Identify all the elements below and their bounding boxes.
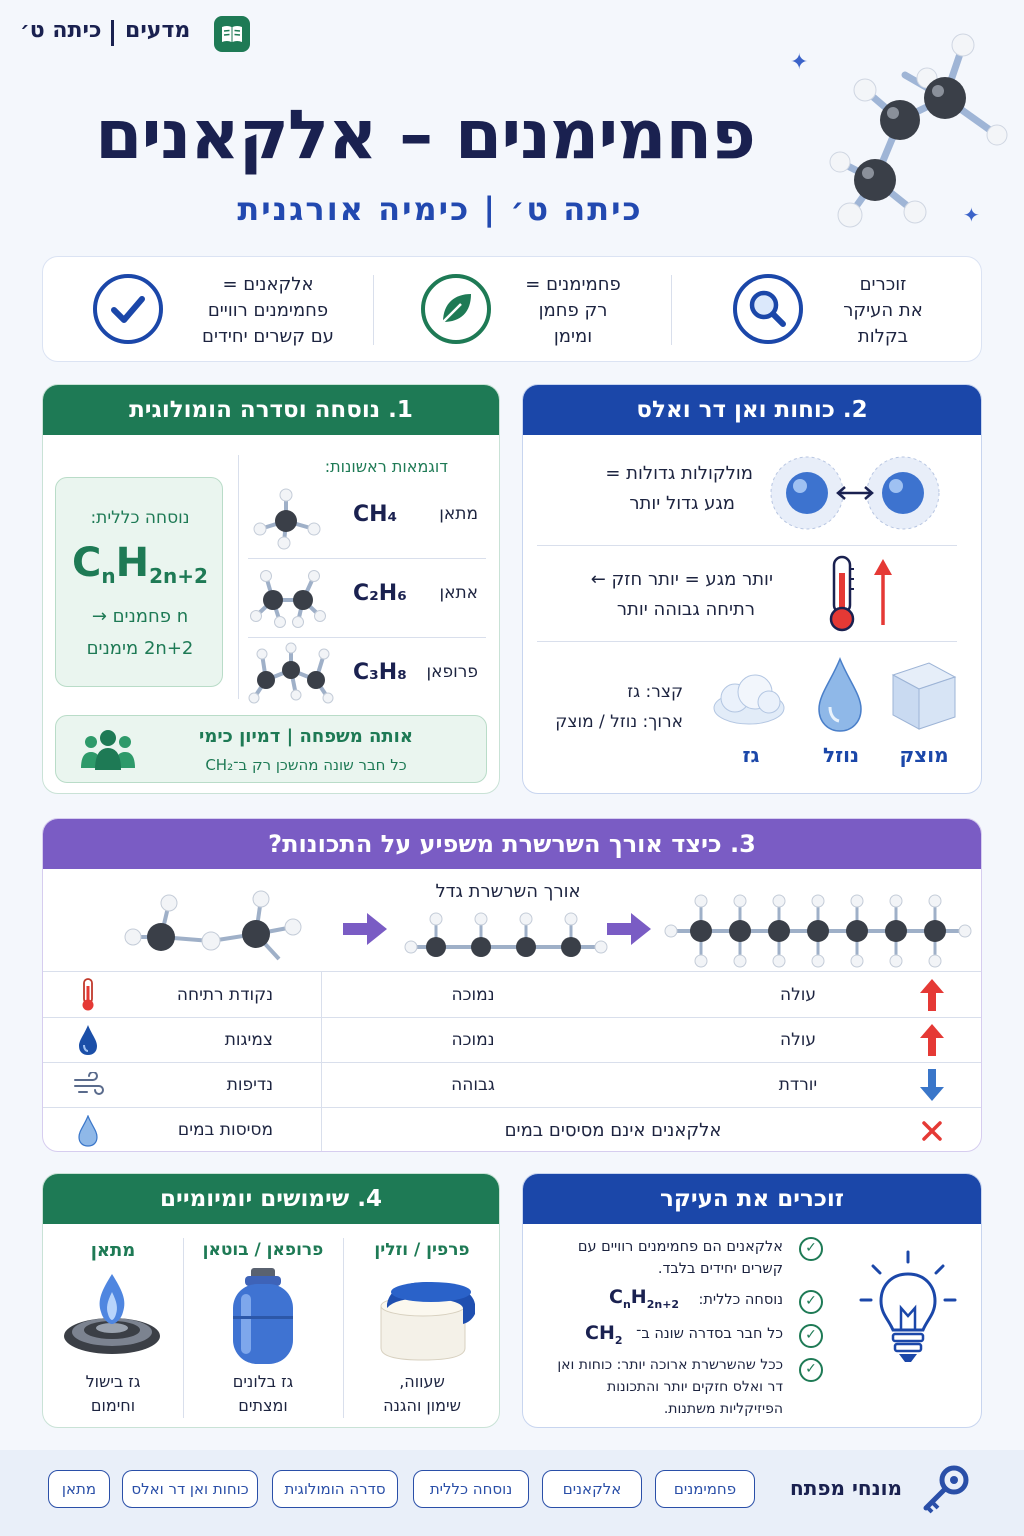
property-name: נדיפות <box>226 1075 273 1095</box>
short-chain-value: נמוכה <box>451 1030 495 1050</box>
keyword-chip[interactable]: פחמימנים <box>655 1470 755 1508</box>
sparkle-icon: ✦ <box>963 203 980 227</box>
gas-burner-icon <box>57 1266 167 1366</box>
vdw-line: רתיחה גבוהה יותר <box>616 599 755 620</box>
wax-jar-icon <box>371 1274 481 1364</box>
ethane-model-icon <box>248 564 328 630</box>
intro-line: פחמימנים = <box>525 274 621 295</box>
section-title: 1. נוסחה וסדרה הומולוגית <box>43 385 499 435</box>
keyword-chip[interactable]: נוסחה כללית <box>413 1470 529 1508</box>
check-circle-icon: ✓ <box>799 1237 823 1261</box>
use-desc <box>183 1370 343 1418</box>
vdw-line: יותר מגע = יותר חזק ← <box>590 569 773 590</box>
summary-point: ככל שהשרשרת ארוכה יותר: כוחות ואן דר ואלס חזקים יותר והתכונות הפיזיקליות משתנות. <box>557 1357 783 1417</box>
example-row <box>248 638 488 708</box>
divider <box>537 545 957 546</box>
intro-line: עם קשרים יחידים <box>202 326 334 347</box>
state-label-gas: גז <box>742 743 760 767</box>
use-desc-line: ומצתים <box>238 1396 288 1415</box>
keyword-chip[interactable]: כוחות ואן דר ואלס <box>122 1470 258 1508</box>
leaf-icon <box>421 274 491 344</box>
wind-icon <box>73 1072 105 1098</box>
merged-value: אלקאנים אינם מסיסים במים <box>504 1120 722 1141</box>
thermometer-rising-icon <box>823 553 903 635</box>
chain-length-label: אורך השרשרת גדל <box>435 881 581 902</box>
arrow-right-icon <box>341 911 389 947</box>
page-title: פחמימנים – אלקאנים <box>95 96 755 175</box>
arrow-right-icon <box>605 911 653 947</box>
section-summary <box>522 1173 982 1428</box>
state-label-liquid: נוזל <box>822 743 860 767</box>
general-formula-label: נוסחה כללית: <box>90 508 190 528</box>
molecules-attraction-icon <box>765 453 945 533</box>
table-row <box>43 1108 982 1152</box>
intro-text-hydrocarbons <box>503 272 643 350</box>
intro-line: אלקאנים = <box>222 274 314 295</box>
family-title: אותה משפחה | דמיון כימי <box>199 726 413 747</box>
gas-cloud-icon <box>709 670 789 730</box>
grade-label: כיתה ט׳ <box>20 18 102 43</box>
examples-label: דוגמאות ראשונות: <box>324 457 448 476</box>
book-icon <box>214 16 250 52</box>
intro-line: רק פחמן <box>538 300 608 321</box>
subject-label: מדעים <box>125 18 191 43</box>
gas-cylinder-icon <box>225 1266 301 1370</box>
n-carbons-line: n פחמנים → <box>91 606 189 627</box>
section-title: 4. שימושים יומיומיים <box>43 1174 499 1224</box>
table-row <box>43 972 982 1017</box>
people-group-icon <box>78 726 138 774</box>
check-circle-icon: ✓ <box>799 1358 823 1382</box>
section-formula <box>42 384 500 794</box>
property-name: צמיגות <box>224 1030 273 1050</box>
use-name: פרפין / וזלין <box>374 1240 470 1260</box>
methane-model-icon <box>248 485 324 551</box>
example-formula: C₃H₈ <box>353 660 407 685</box>
page-subtitle: כיתה ט׳ | כימיה אורגנית <box>237 190 643 228</box>
water-drop-icon <box>77 1115 99 1147</box>
arrow-down-icon <box>919 1068 945 1102</box>
section-chain-length <box>42 818 982 1152</box>
summary-ch2: $CH_2$ <box>585 1322 623 1347</box>
divider <box>537 641 957 642</box>
magnifier-icon <box>733 274 803 344</box>
divider <box>373 275 374 345</box>
homologous-family-box <box>55 715 487 783</box>
general-formula: $C_nH_{2n+2}$ <box>72 540 208 588</box>
property-name: נקודת רתיחה <box>176 985 273 1005</box>
example-name: מתאן <box>439 504 478 524</box>
keywords-label: מונחי מפתח <box>789 1476 903 1500</box>
arrow-up-icon <box>919 978 945 1012</box>
example-name: אתאן <box>439 583 478 603</box>
intro-strip <box>42 256 982 362</box>
general-formula-box <box>55 477 223 687</box>
use-desc-line: שימון והגנה <box>383 1396 461 1415</box>
section-everyday-uses <box>42 1173 500 1428</box>
check-circle-icon <box>93 274 163 344</box>
example-row <box>248 559 488 637</box>
long-chain-value: יורדת <box>778 1075 818 1095</box>
example-formula: CH₄ <box>353 502 398 527</box>
keyword-chip[interactable]: סדרה הומולוגית <box>272 1470 398 1508</box>
vdw-row-text <box>543 565 773 625</box>
vdw-line: ארוך: נוזל / מוצק <box>555 712 683 732</box>
check-circle-icon: ✓ <box>799 1290 823 1314</box>
lightbulb-icon <box>853 1246 963 1376</box>
h-count-line: 2n+2 מימנים <box>86 638 194 659</box>
short-chain-molecule-icon <box>121 889 311 979</box>
table-row <box>43 1063 982 1107</box>
summary-point: כל חבר בסדרה שונה ב־ <box>636 1326 783 1342</box>
short-chain-value: נמוכה <box>451 985 495 1005</box>
short-chain-value: גבוהה <box>451 1075 495 1095</box>
long-chain-value: עולה <box>779 1030 817 1050</box>
solid-cube-icon <box>885 655 961 733</box>
cross-icon <box>921 1120 943 1142</box>
use-name: מתאן <box>90 1240 136 1261</box>
intro-line: פחמימנים רוויים <box>207 300 329 321</box>
intro-line: זוכרים <box>859 274 907 295</box>
intro-text-alkanes <box>173 272 363 350</box>
divider <box>671 275 672 345</box>
thermometer-icon <box>79 978 97 1012</box>
use-desc <box>343 1370 500 1418</box>
divider <box>238 455 239 699</box>
vdw-line: מגע גדול יותר <box>629 493 735 514</box>
long-chain-molecule-icon <box>663 889 973 973</box>
sparkle-icon: ✦ <box>790 50 809 75</box>
liquid-drop-icon <box>815 657 865 733</box>
example-name: פרופאן <box>426 662 478 682</box>
use-desc-line: גז בישול <box>85 1372 141 1391</box>
use-desc-line: שעווה, <box>399 1372 445 1391</box>
check-circle-icon: ✓ <box>799 1324 823 1348</box>
vdw-line: מולקולות גדולות = <box>605 463 753 484</box>
vdw-line: קצר: גז <box>627 682 683 702</box>
arrow-up-icon <box>919 1023 945 1057</box>
vdw-row-text <box>543 459 753 519</box>
key-icon <box>918 1462 974 1518</box>
section-title: 3. כיצד אורך השרשרת משפיע על התכונות? <box>43 819 981 869</box>
section-title: 2. כוחות ואן דר ואלס <box>523 385 981 435</box>
top-divider <box>111 20 114 46</box>
use-desc-line: גז בלונים <box>232 1372 294 1391</box>
property-name: מסיסות במים <box>177 1120 273 1140</box>
use-name: פרופאן / בוטאן <box>202 1240 324 1260</box>
medium-chain-molecule-icon <box>401 907 611 967</box>
use-desc <box>43 1370 183 1418</box>
keyword-chip[interactable]: מתאן <box>48 1470 110 1508</box>
intro-text-remember <box>813 272 953 350</box>
intro-line: ומימן <box>553 326 593 347</box>
intro-line: בקלות <box>857 326 909 347</box>
summary-formula: $C_nH_{2n+2}$ <box>609 1286 680 1311</box>
section-van-der-waals <box>522 384 982 794</box>
summary-point: נוסחה כללית: <box>698 1292 783 1308</box>
propane-model-icon <box>248 640 334 706</box>
table-row <box>43 1018 982 1062</box>
drop-icon <box>77 1024 99 1056</box>
family-note: כל חבר שונה מהשכן רק ב־CH₂ <box>205 756 407 774</box>
keyword-chip[interactable]: אלקאנים <box>542 1470 642 1508</box>
example-formula: C₂H₆ <box>353 581 407 606</box>
state-label-solid: מוצק <box>899 743 949 767</box>
intro-line: את העיקר <box>843 300 923 321</box>
long-chain-value: עולה <box>779 985 817 1005</box>
summary-point: אלקאנים הם פחמימנים רוויים עם קשרים יחידים בלבד. <box>577 1239 783 1277</box>
use-desc-line: וחימום <box>90 1396 136 1415</box>
section-title: זוכרים את העיקר <box>523 1174 981 1224</box>
example-row <box>248 480 488 558</box>
vdw-row-text <box>543 677 683 737</box>
